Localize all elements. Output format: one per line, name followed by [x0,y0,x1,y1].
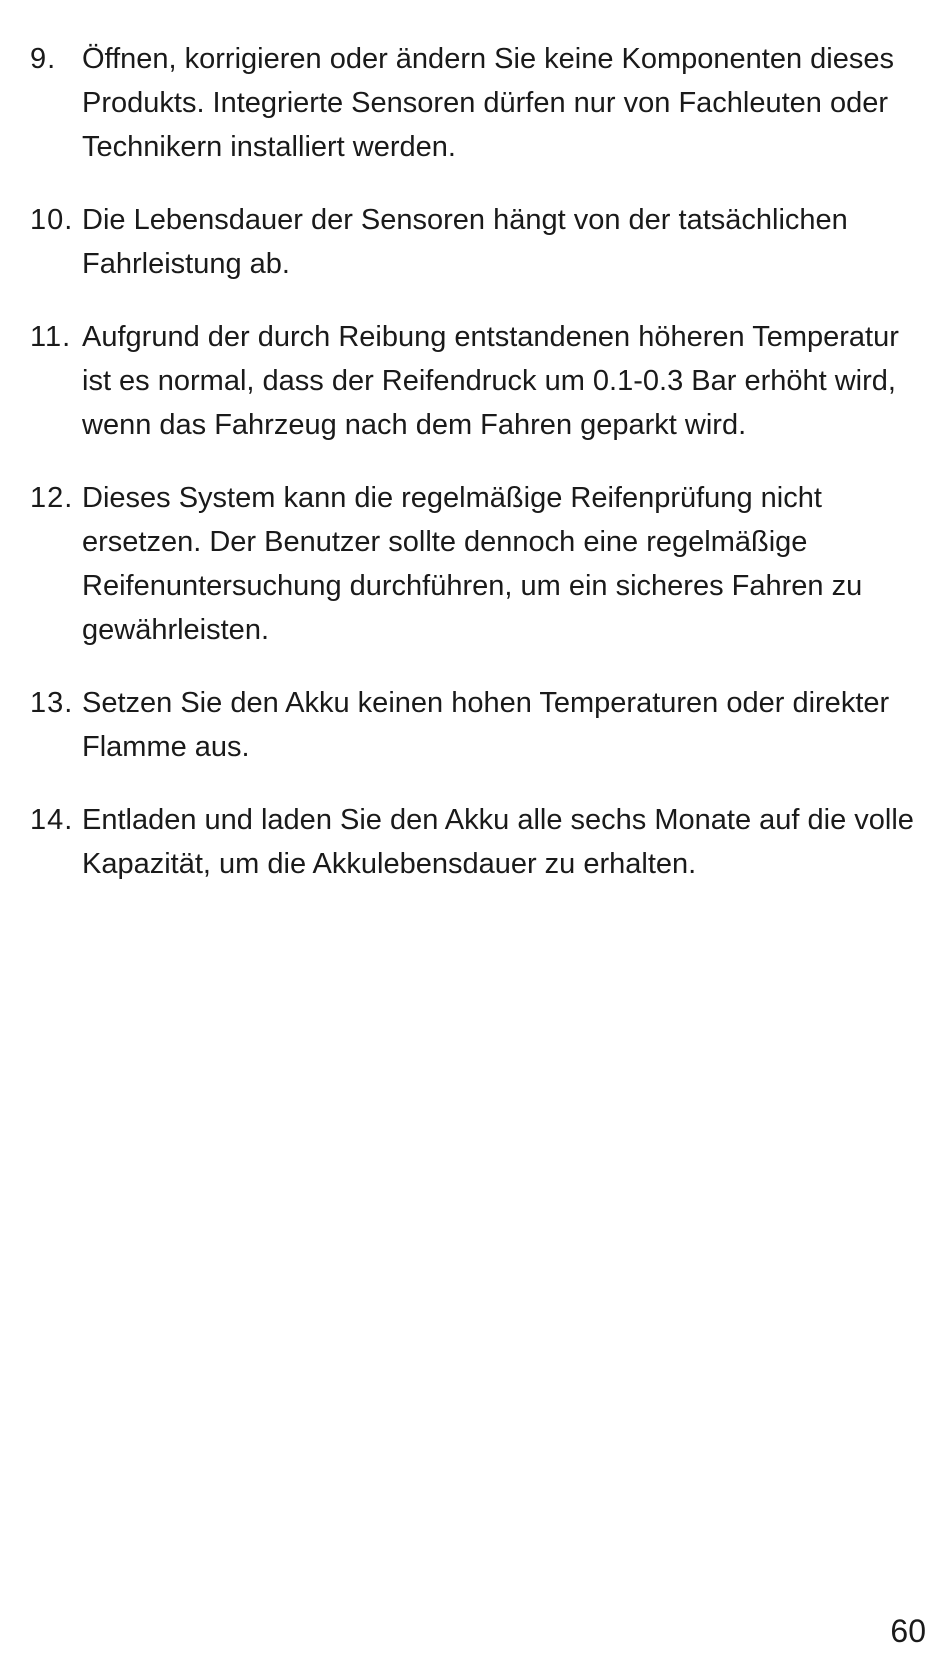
list-item [30,476,930,652]
safety-notes-list [30,37,930,915]
item-text: Dieses System kann die regelmäßige Reifenprüfung nicht ersetzen. Der Benutzer sollte dennoch eine regelmäßige Reifenuntersuchung durchführen, um ein sicheres Fahren zu gewährleisten. [82,482,863,646]
item-number: 13. [30,687,74,719]
item-text: Öffnen, korrigieren oder ändern Sie keine Komponenten dieses Produkts. Integrierte Sensoren dürfen nur von Fachleuten oder Technikern installiert werden. [82,43,894,163]
item-number: 12. [30,482,74,514]
page-number: 60 [890,1613,926,1649]
item-number: 11. [30,321,72,353]
item-text: Setzen Sie den Akku keinen hohen Temperaturen oder direkter Flamme aus. [82,687,890,763]
item-number: 14. [30,804,74,836]
list-item [30,315,930,447]
item-text: Entladen und laden Sie den Akku alle sechs Monate auf die volle Kapazität, um die Akkulebensdauer zu erhalten. [82,804,914,880]
list-item [30,798,930,886]
list-item [30,37,930,169]
item-text: Aufgrund der durch Reibung entstandenen höheren Temperatur ist es normal, dass der Reifendruck um 0.1-0.3 Bar erhöht wird, wenn das Fahrzeug nach dem Fahren geparkt wird. [82,321,899,441]
list-item [30,681,930,769]
item-number: 10. [30,204,74,236]
list-item [30,198,930,286]
item-text: Die Lebensdauer der Sensoren hängt von der tatsächlichen Fahrleistung ab. [82,204,848,280]
item-number: 9. [30,43,57,75]
